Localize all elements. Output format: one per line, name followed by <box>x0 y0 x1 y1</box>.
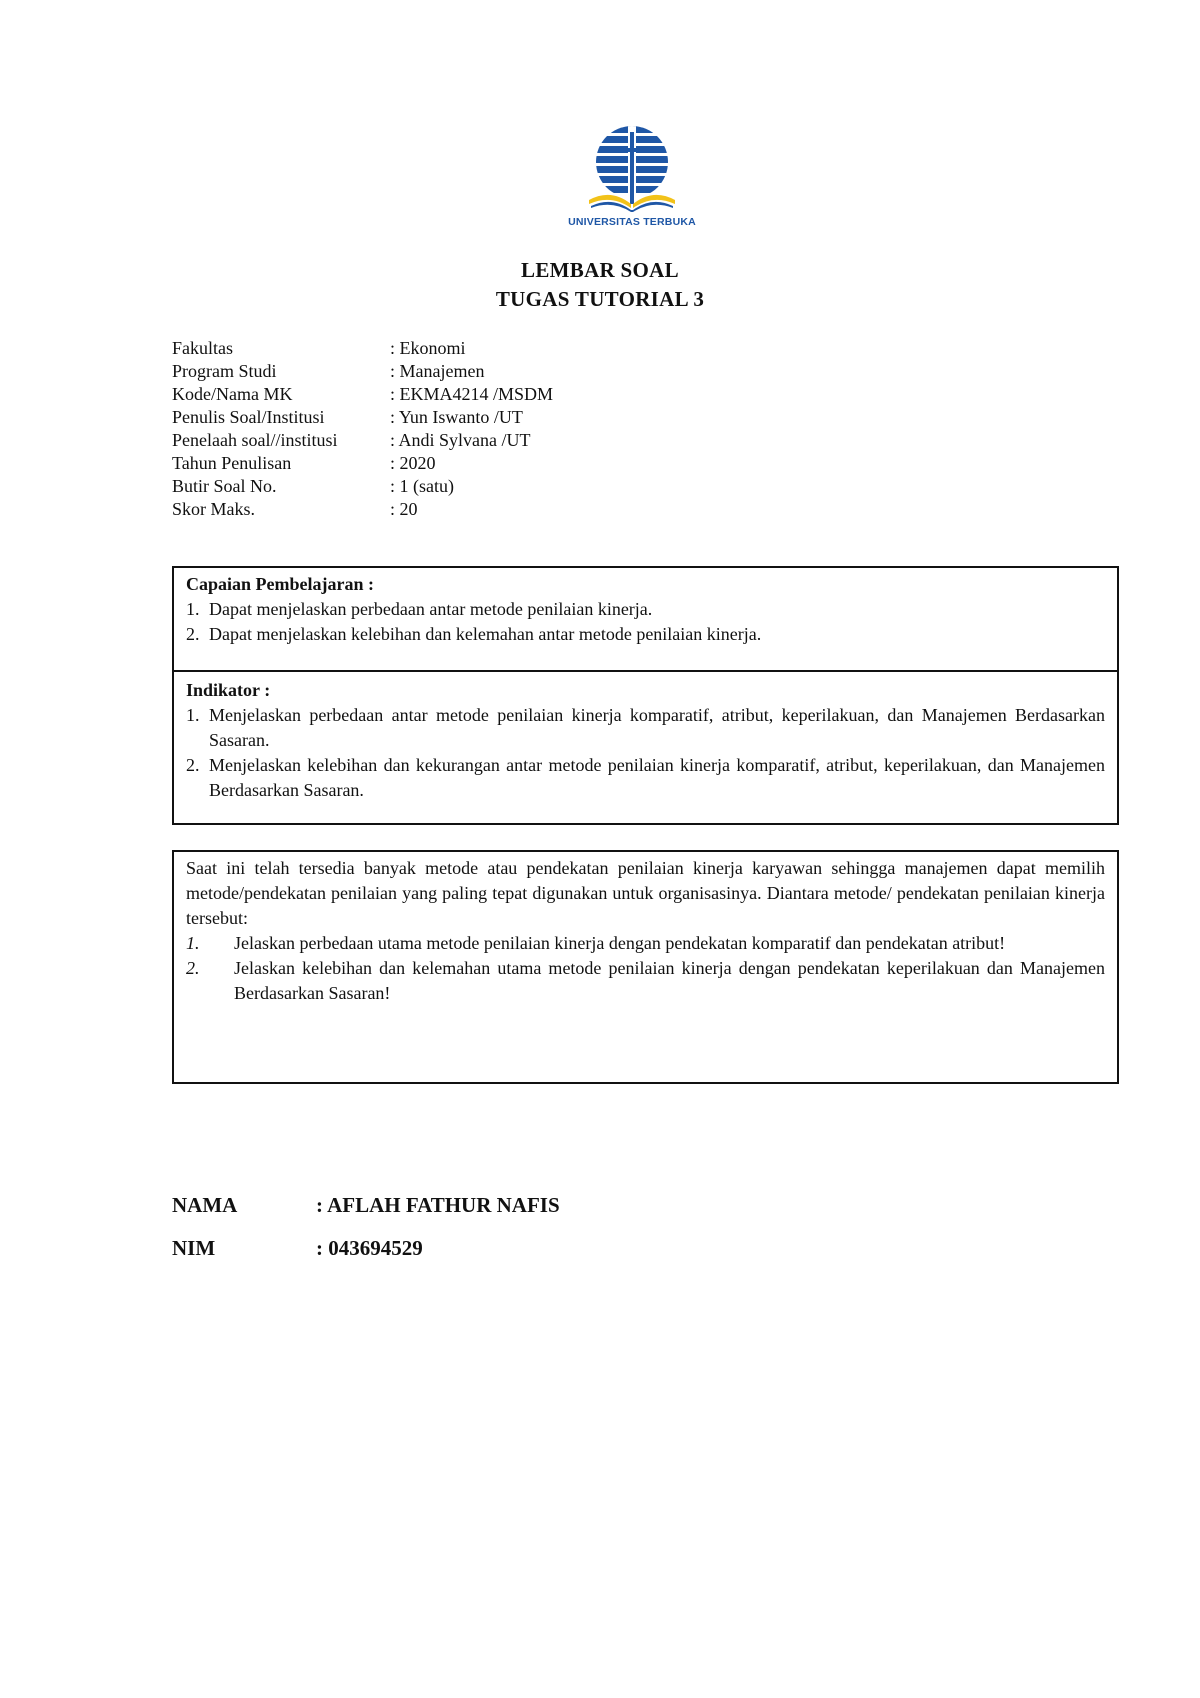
meta-value: : Andi Sylvana /UT <box>390 430 531 450</box>
list-number: 1. <box>186 599 200 619</box>
list-number: 2. <box>186 958 200 978</box>
meta-value: : Ekonomi <box>390 338 466 358</box>
learning-outcomes-box <box>172 566 1119 825</box>
logo-emblem-icon <box>557 124 707 216</box>
capaian-section <box>174 568 1117 672</box>
list-text: Dapat menjelaskan kelebihan dan kelemahan antar metode penilaian kinerja. <box>209 624 762 644</box>
meta-key: Skor Maks. <box>172 499 256 519</box>
list-text: Jelaskan perbedaan utama metode penilaian kinerja dengan pendekatan komparatif dan pendekatan atribut! <box>234 933 1006 953</box>
list-item <box>186 622 1105 647</box>
meta-key: Kode/Nama MK <box>172 384 293 404</box>
indikator-heading: Indikator : <box>186 680 271 700</box>
question-intro: Saat ini telah tersedia banyak metode atau pendekatan penilaian kinerja karyawan sehingga manajemen dapat memilih metode/pendekatan penilaian yang paling tepat digunakan untuk organisasinya. Diantara metode/ pendekatan penilaian kinerja tersebut: <box>186 858 1105 928</box>
meta-value: : Yun Iswanto /UT <box>390 407 523 427</box>
meta-value: : EKMA4214 /MSDM <box>390 384 554 404</box>
list-item <box>186 931 1105 956</box>
meta-key: Fakultas <box>172 338 233 358</box>
meta-key: Penelaah soal//institusi <box>172 430 338 450</box>
meta-key: Tahun Penulisan <box>172 453 292 473</box>
list-text: Dapat menjelaskan perbedaan antar metode penilaian kinerja. <box>209 599 653 619</box>
question-list <box>186 931 1105 1006</box>
name-value: : AFLAH FATHUR NAFIS <box>316 1193 560 1217</box>
meta-key: Program Studi <box>172 361 277 381</box>
list-text: Menjelaskan perbedaan antar metode penilaian kinerja komparatif, atribut, keperilakuan, dan Manajemen Berdasarkan Sasaran. <box>209 705 1105 750</box>
logo-text: UNIVERSITAS TERBUKA <box>568 216 696 228</box>
name-label: NAMA <box>172 1193 238 1217</box>
list-text: Menjelaskan kelebihan dan kekurangan antar metode penilaian kinerja komparatif, atribut, keperilakuan, dan Manajemen Berdasarkan Sasaran. <box>209 755 1105 800</box>
page-title: LEMBAR SOAL <box>521 258 679 282</box>
list-number: 2. <box>186 624 200 644</box>
list-item <box>186 703 1105 753</box>
list-item <box>186 753 1105 803</box>
capaian-heading: Capaian Pembelajaran : <box>186 574 374 594</box>
meta-key: Penulis Soal/Institusi <box>172 407 325 427</box>
nim-label: NIM <box>172 1236 216 1260</box>
nim-value: : 043694529 <box>316 1236 423 1260</box>
meta-value: : Manajemen <box>390 361 485 381</box>
list-number: 1. <box>186 933 200 953</box>
page-subtitle: TUGAS TUTORIAL 3 <box>495 287 705 311</box>
meta-value: : 20 <box>390 499 418 519</box>
indikator-section <box>174 672 1117 825</box>
question-box <box>172 850 1119 1084</box>
list-text: Jelaskan kelebihan dan kelemahan utama metode penilaian kinerja dengan pendekatan keperilakuan dan Manajemen Berdasarkan Sasaran! <box>234 958 1105 1003</box>
list-item <box>186 597 1105 622</box>
university-logo <box>557 124 707 234</box>
list-number: 1. <box>186 705 200 725</box>
indikator-list <box>186 703 1105 803</box>
list-item <box>186 956 1105 1006</box>
list-number: 2. <box>186 755 200 775</box>
capaian-list <box>186 597 1105 647</box>
meta-value: : 2020 <box>390 453 436 473</box>
meta-value: : 1 (satu) <box>390 476 454 496</box>
meta-key: Butir Soal No. <box>172 476 277 496</box>
